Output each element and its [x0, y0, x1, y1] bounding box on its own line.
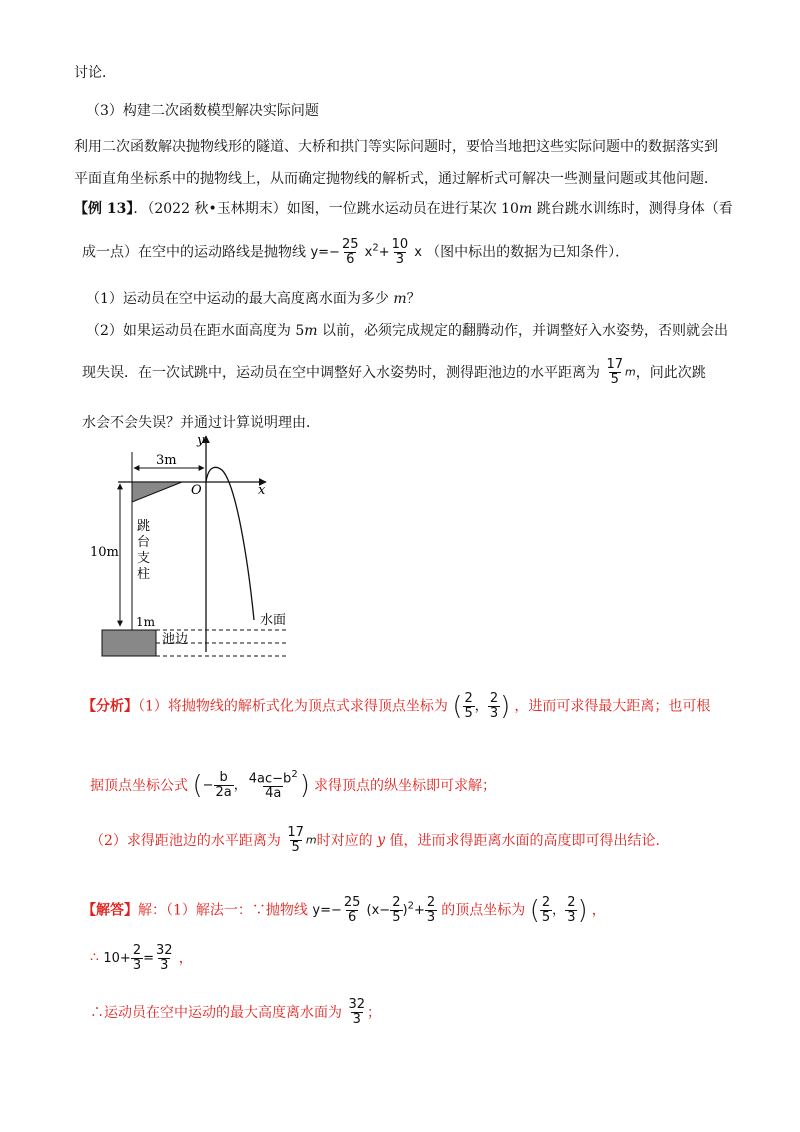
pillar-label-2: 台	[137, 535, 151, 550]
diving-diagram	[90, 430, 306, 662]
paragraph-line: 利用二次函数解决抛物线形的隧道、大桥和拱门等实际问题时，要恰当地把这些实际问题中的数据落实到	[74, 139, 718, 155]
answer-line1: 【解答】解：（1）解法一：∵抛物线 y=− $\frac{25}{6}$ (x− $\frac{2}{5}$ )$^2$+ $\frac{2}{3}$ 的顶点坐标为 ( $\frac{2}{5}$ ， $\frac{2}{3}$ ) ，	[82, 895, 606, 926]
pillar-label-4: 柱	[137, 567, 151, 582]
pool-width-label: 1m	[136, 615, 156, 629]
question-1: （1）运动员在空中运动的最大高度离水面为多少 m？	[86, 291, 421, 307]
text-line: 讨论．	[74, 65, 116, 81]
y-axis-label: y	[197, 433, 205, 448]
example-label: 【例 13】	[74, 201, 134, 217]
question-2-line2: 现失误．在一次试跳中，运动员在空中调整好入水姿势时，测得距池边的水平距离为 $\frac{17}{5}$ m，问此次跳	[82, 357, 706, 387]
paragraph-line: 平面直角坐标系中的抛物线上，从而确定抛物线的解析式，通过解析式可解决一些测量问题或其他问题．	[74, 171, 718, 187]
analysis-line3: （2）求得距池边的水平距离为 $\frac{17}{5}$ m时对应的 y 值，进而求得距离水面的高度即可得出结论．	[90, 825, 670, 855]
x-axis-label: x	[258, 483, 266, 498]
question-2: （2）如果运动员在距水面高度为 5m 以前，必须完成规定的翻腾动作，并调整好入水姿势，否则就会出	[86, 323, 728, 339]
distance-fraction: $\frac{17}{5}$	[606, 357, 623, 387]
answer-line3: ∴运动员在空中运动的最大高度离水面为 $\frac{32}{3}$ ；	[90, 997, 381, 1027]
platform	[132, 482, 182, 502]
width-label: 3m	[156, 453, 177, 468]
analysis-line2: 据顶点坐标公式 (− $\frac{b}{2a}$ ， $\frac{4ac-b^2}{4a}$ ) 求得顶点的纵坐标即可求解；	[90, 769, 496, 801]
trajectory-curve	[206, 467, 254, 620]
pool-edge-block	[102, 630, 156, 656]
origin-label: O	[191, 483, 202, 498]
answer-line2: ∴ 10+ $\frac{2}{3}$ = $\frac{32}{3}$ ，	[90, 943, 193, 973]
pool-edge-label: 池边	[162, 632, 189, 647]
trajectory-formula: y=− $\frac{25}{6}$ $x^2+$ $\frac{10}{3}$ x	[310, 237, 422, 267]
height-label: 10m	[90, 545, 119, 560]
example-line1: 【例 13】．（2022 秋•玉林期末）如图，一位跳水运动员在进行某次 10m 跳台跳水训练时，测得身体（看	[74, 201, 733, 217]
question-2-line3: 水会不会失误？并通过计算说明理由．	[82, 415, 320, 431]
section-heading: （3）构建二次函数模型解决实际问题	[86, 103, 319, 119]
water-label: 水面	[260, 613, 287, 628]
pillar-label-3: 支	[137, 551, 151, 566]
pillar-label-1: 跳	[137, 519, 151, 534]
analysis-line1: 【分析】（1）将抛物线的解析式化为顶点式求得顶点坐标为 ( $\frac{2}{5}$ ， $\frac{2}{3}$ ) ，进而可求得最大距离；也可根	[82, 691, 711, 722]
example-line2: 成一点）在空中的运动路线是抛物线 y=− $\frac{25}{6}$ $x^2+$ $\frac{10}{3}$ x （图中标出的数据为已知条件）．	[82, 237, 630, 267]
vertex-form-formula: y=− $\frac{25}{6}$ (x− $\frac{2}{5}$ )$^2$+ $\frac{2}{3}$	[312, 895, 436, 925]
